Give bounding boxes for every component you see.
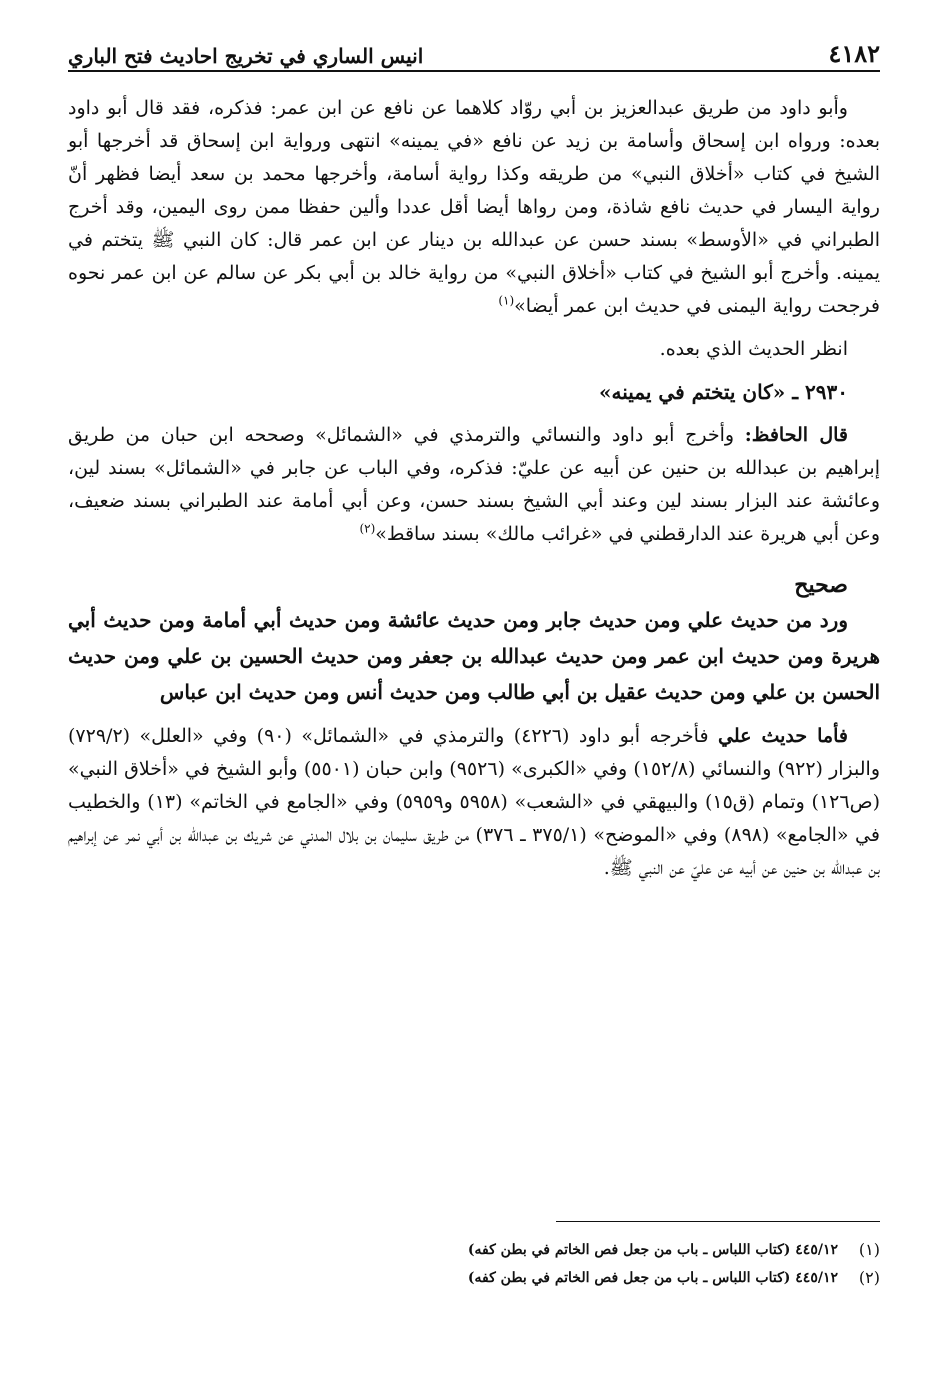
footnote-item xyxy=(68,1264,880,1292)
opening-paragraph xyxy=(68,92,880,323)
hadith-title: ٢٩٣٠ ـ «كان يتختم في يمينه» xyxy=(599,380,848,404)
grading-label: صحيح xyxy=(794,572,848,598)
opening-paragraph-text: وأبو داود من طريق عبدالعزيز بن أبي روّاد كلاهما عن نافع عن ابن عمر: فذكره، فقد قال أبو داود بعده: ورواه ابن إسحاق وأسامة بن زيد عن نافع «في يمينه» انتهى ورواية ابن إسحاق قد أخرجها أبو الشيخ في كتاب «أخلاق النبي» من طريقه وكذا رواية أسامة، وأخرجها محمد بن سعد أيضا فظهر أنّ رواية اليسار في حديث نافع شاذة، ومن رواها أيضا أقل عددا وألين حفظا ممن روى اليمين، وقد أخرج الطبراني في «الأوسط» بسند حسن عن عبدالله بن دينار عن ابن عمر قال: كان النبي ﷺ يتختم في يمينه. وأخرج أبو الشيخ في كتاب «أخلاق النبي» من رواية خالد بن أبي بكر عن سالم عن ابن عمر نحوه فرجحت رواية اليمنى في حديث ابن عمر أيضا» xyxy=(68,97,880,317)
cross-reference-note: انظر الحديث الذي بعده. xyxy=(659,338,848,360)
footnote-rule xyxy=(556,1221,880,1222)
footnote-text: ٤٤٥/١٢ (كتاب اللباس ـ باب من جعل فص الخاتم في بطن كفه) xyxy=(467,1270,838,1286)
grading-summary: ورد من حديث علي ومن حديث جابر ومن حديث عائشة ومن حديث أبي أمامة ومن حديث أبي هريرة ومن حديث ابن عمر ومن حديث عبدالله بن جعفر ومن حديث الحسين بن علي ومن حديث الحسن بن علي ومن حديث عقيل بن أبي طالب ومن حديث أنس ومن حديث ابن عباس xyxy=(68,608,880,704)
footnotes xyxy=(68,1236,880,1292)
grading-detail-lead: فأما حديث علي xyxy=(717,725,848,747)
footnote-ref-2[interactable]: (٢) xyxy=(359,521,376,536)
hadith-commentary-text: وأخرج أبو داود والنسائي والترمذي في «الشمائل» وصححه ابن حبان من طريق إبراهيم بن عبدالله بن حنين عن أبيه عن عليّ: فذكره، وفي الباب عن جابر في «الشمائل» بسند لين، وعائشة عند البزار بسند لين وعند أبي الشيخ بسند حسن، وعن أبي أمامة عند الطبراني بسند ضعيف، وعن أبي هريرة عند الدارقطني في «غرائب مالك» بسند ساقط» xyxy=(68,424,880,545)
page-body xyxy=(68,92,880,885)
grading-detail xyxy=(68,720,880,885)
header-rule xyxy=(68,70,880,72)
running-title: انيس الساري في تخريج احاديث فتح الباري xyxy=(68,44,424,68)
hadith-commentary-lead: قال الحافظ: xyxy=(744,424,849,446)
footnote-number: (١) xyxy=(858,1240,880,1259)
page-header xyxy=(68,28,880,68)
footnote-item xyxy=(68,1236,880,1264)
page-number: ٤١٨٢ xyxy=(828,39,880,68)
footnote-ref-1[interactable]: (١) xyxy=(498,293,515,308)
grading-detail-text: فأخرجه أبو داود (٤٢٢٦) والترمذي في «الشمائل» (٩٠) وفي «العلل» (٧٢٩/٢) والبزار (٩٢٢) والنسائي (١٥٢/٨) وفي «الكبرى» (٩٥٢٦) وابن حبان (٥٥٠١) وأبو الشيخ في «أخلاق النبي» (ص١٢٦) وتمام (ق١٥) والبيهقي في «الشعب» (٥٩٥٨ و٥٩٥٩) وفي «الجامع في الخاتم» (١٣) والخطيب في «الجامع» (٨٩٨) وفي «الموضح» (٣٧٥/١ ـ ٣٧٦) من طريق سليمان بن بلال المدني عن شريك بن عبدالله بن أبي نمر عن إبراهيم بن عبدالله بن حنين عن أبيه عن عليّ عن النبي ﷺ. xyxy=(68,725,881,879)
hadith-commentary xyxy=(68,419,880,551)
footnote-number: (٢) xyxy=(858,1268,880,1287)
footnote-text: ٤٤٥/١٢ (كتاب اللباس ـ باب من جعل فص الخاتم في بطن كفه) xyxy=(467,1242,838,1258)
